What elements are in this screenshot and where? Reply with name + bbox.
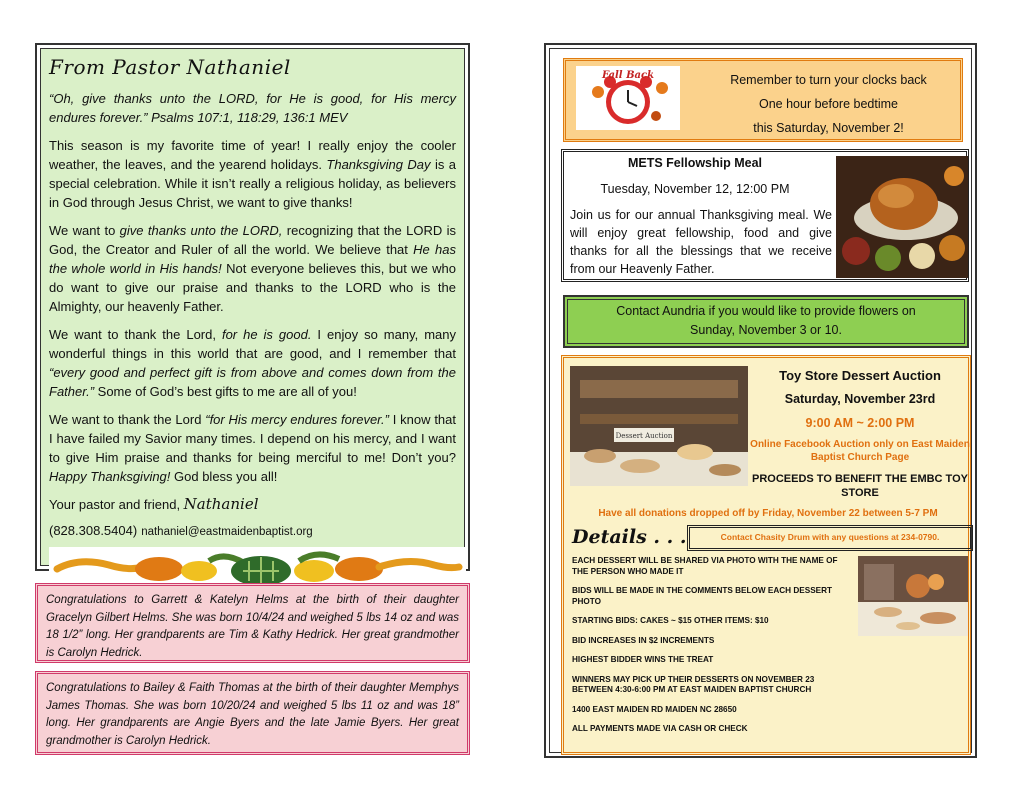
pastor-letter-title: From Pastor Nathaniel (49, 55, 291, 79)
rule-item: STARTING BIDS: CAKES ~ $15 OTHER ITEMS: $10 (572, 616, 769, 625)
rule-item: WINNERS MAY PICK UP THEIR DESSERTS ON NOVEMBER 23 BETWEEN 4:30-6:00 PM AT EAST MAIDEN BAPTIST CHURCH (572, 674, 815, 694)
clocks-reminder-text (701, 68, 956, 140)
clocks-line-2: One hour before bedtime (759, 97, 898, 111)
p4-emphasis: Happy Thanksgiving! (49, 469, 171, 484)
rule-item: EACH DESSERT WILL BE SHARED VIA PHOTO WITH THE NAME OF THE PERSON WHO MADE IT (572, 556, 838, 576)
clocks-line-1: Remember to turn your clocks back (730, 73, 927, 87)
p1-text-end: is a special celebration. While it isn’t really a religious holiday, as believers in God through Jesus Christ, we want to give thanks! (49, 157, 457, 210)
p3-text-end: Some of God’s best gifts to me are all of you! (94, 384, 357, 399)
paragraph-1 (49, 136, 456, 212)
p2-emphasis-2: He has the whole world in His hands! (49, 242, 456, 276)
pastor-letter-box (35, 43, 470, 571)
p4-quote: “for His mercy endures forever.” (205, 412, 389, 427)
signature-name: Nathaniel (183, 495, 259, 513)
birth-announcement-text: Congratulations to Garrett & Katelyn Helms at the birth of their daughter Gracelyn Gilbert Helms. She was born 10/4/24 and weighed 5 lbs 14 oz and was 18 1/2” long. Her grandparents are Tim & Kathy Hedrick. Her great grandmother is Carolyn Hedrick. (46, 594, 459, 659)
birth-announcement-thomas (35, 671, 470, 755)
rule-item: HIGHEST BIDDER WINS THE TREAT (572, 655, 714, 664)
auction-title: Toy Store Dessert Auction (779, 368, 941, 383)
auction-time: 9:00 AM ~ 2:00 PM (805, 416, 915, 430)
mets-description: Join us for our annual Thanksgiving meal. We will enjoy great fellowship, food and give thanks for all the blessings that we receive from our Heavenly Father. (570, 208, 832, 276)
fall-back-label: Fall Back (601, 70, 655, 81)
events-column-inner (549, 48, 972, 753)
pastor-letter-inner (40, 48, 465, 566)
paragraph-2 (49, 221, 456, 316)
p2-text-end: Not everyone believes this, but we who do want to give our praise and thanks to the LORD who is the Almighty, our heavenly Father. (49, 261, 456, 314)
p4-text: We want to thank the Lord (49, 412, 206, 427)
dessert-spread-image (858, 556, 968, 636)
mets-title: METS Fellowship Meal (627, 156, 763, 170)
events-column (544, 43, 977, 758)
thanksgiving-turkey-image (836, 156, 968, 278)
contact-line (49, 523, 456, 538)
mets-date: Tuesday, November 12, 12:00 PM (600, 182, 790, 196)
auction-dropoff: Have all donations dropped off by Friday, November 22 between 5-7 PM (598, 508, 938, 519)
rule-item: 1400 EAST MAIDEN RD MAIDEN NC 28650 (572, 704, 737, 714)
clocks-reminder-box (563, 58, 963, 142)
auction-online-note: Online Facebook Auction only on East Maiden Baptist Church Page (750, 439, 970, 463)
alarm-clock-image (576, 66, 680, 130)
birth-announcement-text: Congratulations to Bailey & Faith Thomas at the birth of their daughter Memphys James Thomas. She was born 10/20/24 and weighed 5 lbs 11 oz and was 18” long. Her grandparents are Angie Byers and the late Jamie Byers. Her great grandmother is Carolyn Hedrick. (46, 682, 459, 747)
flowers-notice-box (563, 295, 969, 348)
auction-proceeds: PROCEEDS TO BENEFIT THE EMBC TOY STORE (752, 473, 968, 499)
p4-text-end: God bless you all! (170, 469, 278, 484)
p4-text-mid: I know that I have failed my Savior many times. I depend on his mercy, and I want to give Him praise and thanks for being merciful to me! Don’t you? (49, 412, 457, 465)
auction-date: Saturday, November 23rd (784, 392, 936, 406)
dessert-table-image (570, 366, 748, 486)
p1-text: This season is my favorite time of year! I really enjoy the cooler weather, the leaves, and the yearend holidays. (49, 138, 456, 172)
rule-item: ALL PAYMENTS MADE VIA CASH OR CHECK (572, 724, 748, 733)
flowers-line-2: Sunday, November 3 or 10. (690, 323, 842, 337)
p3-emphasis: for he is good. (221, 327, 312, 342)
dessert-auction-sign: Dessert Auction (615, 432, 673, 440)
p3-quote: “every good and perfect gift is from above and comes down from the Father.” (49, 365, 456, 399)
paragraph-4 (49, 410, 456, 486)
rule-item: BIDS WILL BE MADE IN THE COMMENTS BELOW EACH DESSERT PHOTO (572, 586, 833, 606)
rule-item: BID INCREASES IN $2 INCREMENTS (572, 635, 715, 645)
p2-text: We want to (49, 223, 120, 238)
p2-text-mid: recognizing that the LORD is God, the Creator and Ruler of all the world. We believe that (49, 223, 456, 257)
email-address[interactable]: nathaniel@eastmaidenbaptist.org (141, 526, 313, 538)
p2-emphasis: give thanks unto the LORD, (119, 223, 283, 238)
mets-fellowship-box (561, 149, 969, 282)
opening-verse: “Oh, give thanks unto the LORD, for He is good, for His mercy endures forever.” Psalms 107:1, 118:29, 136:1 MEV (49, 91, 456, 125)
signature-text: Your pastor and friend, (49, 497, 184, 512)
details-heading: Details . . . (572, 526, 687, 548)
p3-text: We want to thank the Lord, (49, 327, 222, 342)
paragraph-3 (49, 325, 456, 401)
toy-store-auction-box (561, 355, 971, 755)
p3-text-mid: I enjoy so many, many wonderful things in this world that are good, and I remember that (49, 327, 456, 361)
birth-announcement-helms (35, 583, 470, 663)
clocks-line-3: this Saturday, November 2! (753, 121, 904, 135)
auction-rules-list (572, 556, 852, 744)
signature-line (49, 495, 456, 513)
flowers-line-1: Contact Aundria if you would like to provide flowers on (616, 304, 916, 318)
p1-emphasis: Thanksgiving Day (326, 157, 431, 172)
phone-number: (828.308.5404) (49, 523, 138, 538)
contact-chasity-note: Contact Chasity Drum with any questions at 234-0790. (689, 527, 971, 549)
